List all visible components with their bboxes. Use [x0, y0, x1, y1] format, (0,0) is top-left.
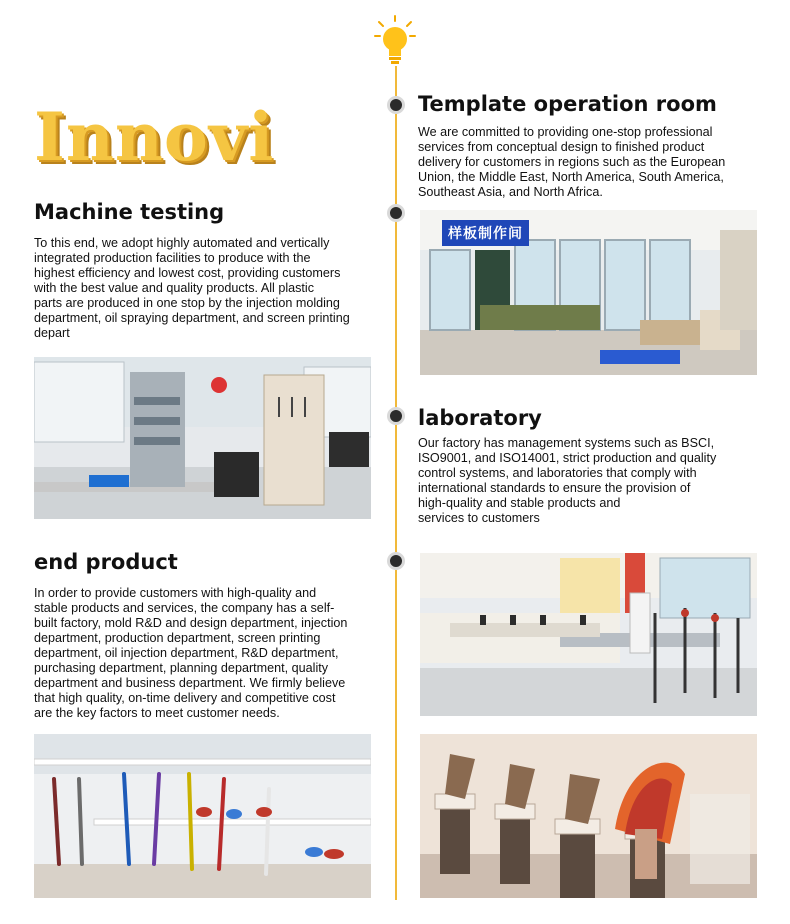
lightbulb-icon [373, 14, 417, 66]
timeline-dot-laboratory [387, 407, 405, 425]
template-room-photo [420, 210, 757, 375]
laboratory-title: laboratory [418, 406, 542, 430]
laboratory-text: Our factory has management systems such as BSCI, ISO9001, and ISO14001, strict production and quality control systems, and laboratories that comply with international standards to ensure the provision of high-quality and stable products and services to customers [418, 436, 717, 525]
template-room-sign: 样板制作间 [442, 220, 529, 246]
end-product-title: end product [34, 550, 178, 574]
machine-testing-text: To this end, we adopt highly automated and vertically integrated production facilities to produce with the highest efficiency and lowest cost, providing customers with the best value and quality products. All plastic parts are produced in one stop by the injection molding department, oil spraying department, and screen printing depart [34, 236, 350, 340]
template-room-text: We are committed to providing one-stop professional services from conceptual design to finished product delivery for customers in regions such as the European Union, the Middle East, North America, South America, Southeast Asia, and North Africa. [418, 125, 726, 199]
brand-logo: Innovi [34, 98, 275, 176]
end-product-photo [34, 734, 371, 898]
timeline-line [395, 66, 397, 900]
product-detail-photo [420, 734, 757, 898]
timeline-dot-template-room [387, 96, 405, 114]
laboratory-photo [420, 553, 757, 716]
template-room-title: Template operation room [418, 92, 717, 116]
end-product-text: In order to provide customers with high-quality and stable products and services, the company has a self- built factory, mold R&D and design department, injection department, production department, screen printing department, oil injection department, R&D department, purchasing department, planning department, quality department and business department. We firmly believe that high quality, on-time delivery and competitive cost are the key factors to meet customer needs. [34, 586, 348, 720]
timeline-dot-machine-testing [387, 204, 405, 222]
machine-testing-title: Machine testing [34, 200, 225, 224]
machine-testing-photo [34, 357, 371, 519]
timeline-dot-end-product [387, 552, 405, 570]
